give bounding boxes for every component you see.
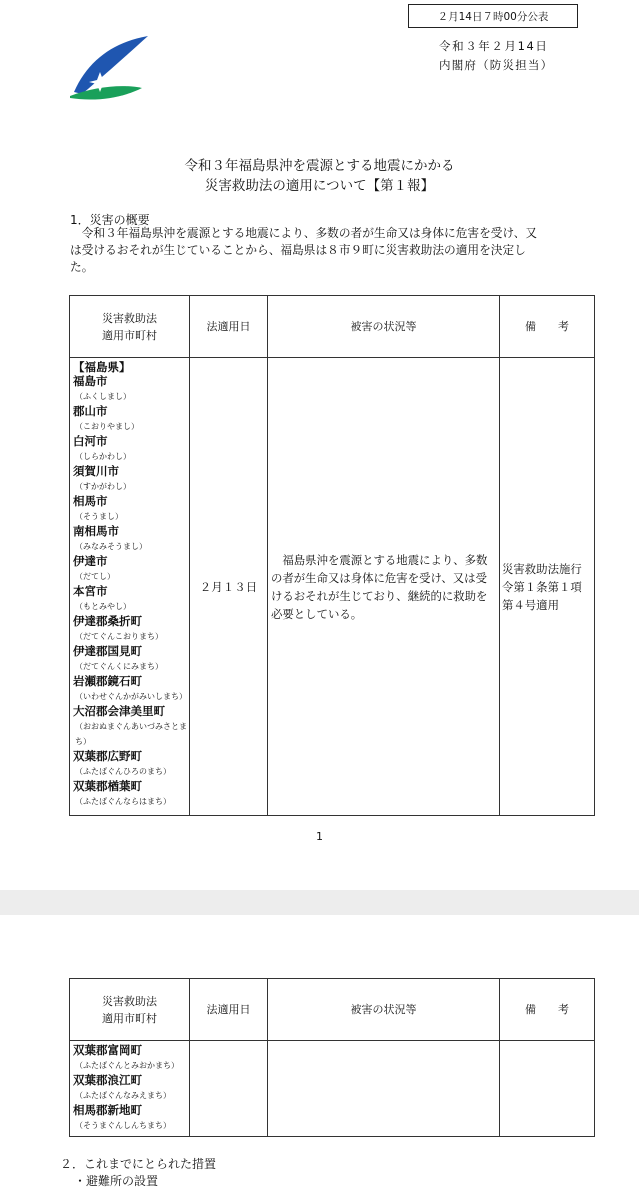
header-apply-date: 法適用日 [190, 979, 268, 1041]
damage-text-line: けるおそれが生じており、継続的に救助を [271, 588, 488, 603]
municipality-reading: （もとみやし） [75, 602, 131, 611]
remarks-text-line: 令第１条第１項 [502, 579, 582, 594]
municipality-name: 伊達郡国見町 [73, 644, 142, 658]
municipality-name: 伊達郡桑折町 [73, 614, 142, 628]
page-number: 1 [316, 830, 323, 843]
overview-text-line: 令和３年福島県沖を震源とする地震により、多数の者が生命又は身体に危害を受け、又 [70, 226, 538, 240]
municipality-list-cell [70, 1041, 190, 1137]
remarks-cell [500, 358, 595, 816]
prefecture-label: 【福島県】 [73, 360, 131, 374]
document-date: 令和３年２月14日 [439, 39, 549, 53]
damage-status-cell [268, 358, 500, 816]
municipality-name: 大沼郡会津美里町 [73, 704, 165, 718]
municipality-name: 白河市 [73, 434, 108, 448]
municipality-reading: （だてぐんくにみまち） [75, 662, 163, 671]
municipality-name: 福島市 [73, 374, 108, 388]
overview-text-line: は受けるおそれが生じていることから、福島県は８市９町に災害救助法の適用を決定し [70, 243, 526, 257]
damage-text-line: の者が生命又は身体に危害を受け、又は受 [271, 570, 487, 585]
section-1-heading: 1．災害の概要 [70, 213, 150, 227]
page-separator [0, 890, 639, 915]
municipality-reading: （だてぐんこおりまち） [75, 632, 163, 641]
municipality-reading: （ふたばぐんなみえまち） [75, 1091, 171, 1100]
municipality-reading: （だてし） [75, 572, 115, 581]
header-municipalities: 災害救助法 適用市町村 [70, 979, 190, 1041]
municipality-table-continued [69, 978, 595, 1137]
municipality-reading: （ふたばぐんひろのまち） [75, 767, 171, 776]
apply-date-empty [190, 1041, 268, 1137]
municipality-name: 郡山市 [73, 404, 108, 418]
municipality-reading: （みなみそうまし） [75, 542, 147, 551]
section-2-item: ・避難所の設置 [74, 1174, 159, 1188]
header-damage-status: 被害の状況等 [268, 979, 500, 1041]
municipality-reading: （ふくしまし） [75, 392, 131, 401]
municipality-name: 双葉郡広野町 [73, 749, 142, 763]
header-damage-status: 被害の状況等 [268, 296, 500, 358]
header-remarks: 備 考 [500, 979, 595, 1041]
municipality-reading: （しらかわし） [75, 452, 131, 461]
municipality-name: 本宮市 [73, 584, 108, 598]
municipality-list-cell [70, 358, 190, 816]
header-municipalities: 災害救助法 適用市町村 [70, 296, 190, 358]
municipality-name: 南相馬市 [73, 524, 119, 538]
damage-text-line: 必要としている。 [271, 606, 363, 621]
doc-title-line-2: 災害救助法の適用について【第１報】 [204, 178, 435, 194]
cabinet-office-logo-icon [66, 32, 150, 104]
overview-text-line: た。 [70, 260, 94, 274]
publish-time-badge: ２月14日７時00分公表 [408, 4, 578, 28]
municipality-name: 双葉郡富岡町 [73, 1043, 142, 1057]
remarks-empty [500, 1041, 595, 1137]
municipality-name: 岩瀬郡鏡石町 [73, 674, 142, 688]
municipality-reading: （すかがわし） [75, 482, 131, 491]
municipality-reading: （いわせぐんかがみいしまち） [75, 692, 187, 701]
municipality-reading: （そうまぐんしんちまち） [75, 1121, 171, 1130]
section-2-heading: ２．これまでにとられた措置 [60, 1157, 217, 1171]
municipality-name: 須賀川市 [73, 464, 119, 478]
issuing-agency: 内閣府（防災担当） [439, 58, 554, 72]
municipality-name: 相馬郡新地町 [73, 1103, 142, 1117]
municipality-table [69, 295, 595, 816]
municipality-name: 伊達市 [73, 554, 108, 568]
damage-status-empty [268, 1041, 500, 1137]
municipality-name: 双葉郡楢葉町 [73, 779, 142, 793]
remarks-text-line: 災害救助法施行 [502, 561, 582, 576]
municipality-reading: （ふたばぐんとみおかまち） [75, 1061, 179, 1070]
municipality-reading: （ふたばぐんならはまち） [75, 797, 171, 806]
header-apply-date: 法適用日 [190, 296, 268, 358]
apply-date-value: ２月１３日 [190, 358, 268, 816]
municipality-reading: （おおぬまぐんあいづみさとまち） [75, 722, 187, 746]
municipality-name: 相馬市 [73, 494, 108, 508]
header-remarks: 備 考 [500, 296, 595, 358]
municipality-name: 双葉郡浪江町 [73, 1073, 142, 1087]
damage-text-line: 福島県沖を震源とする地震により、多数 [271, 552, 488, 567]
remarks-text-line: 第４号適用 [502, 597, 559, 612]
document-page-2 [0, 915, 639, 1200]
municipality-reading: （そうまし） [75, 512, 123, 521]
municipality-reading: （こおりやまし） [75, 422, 139, 431]
doc-title-line-1: 令和３年福島県沖を震源とする地震にかかる [184, 158, 455, 174]
